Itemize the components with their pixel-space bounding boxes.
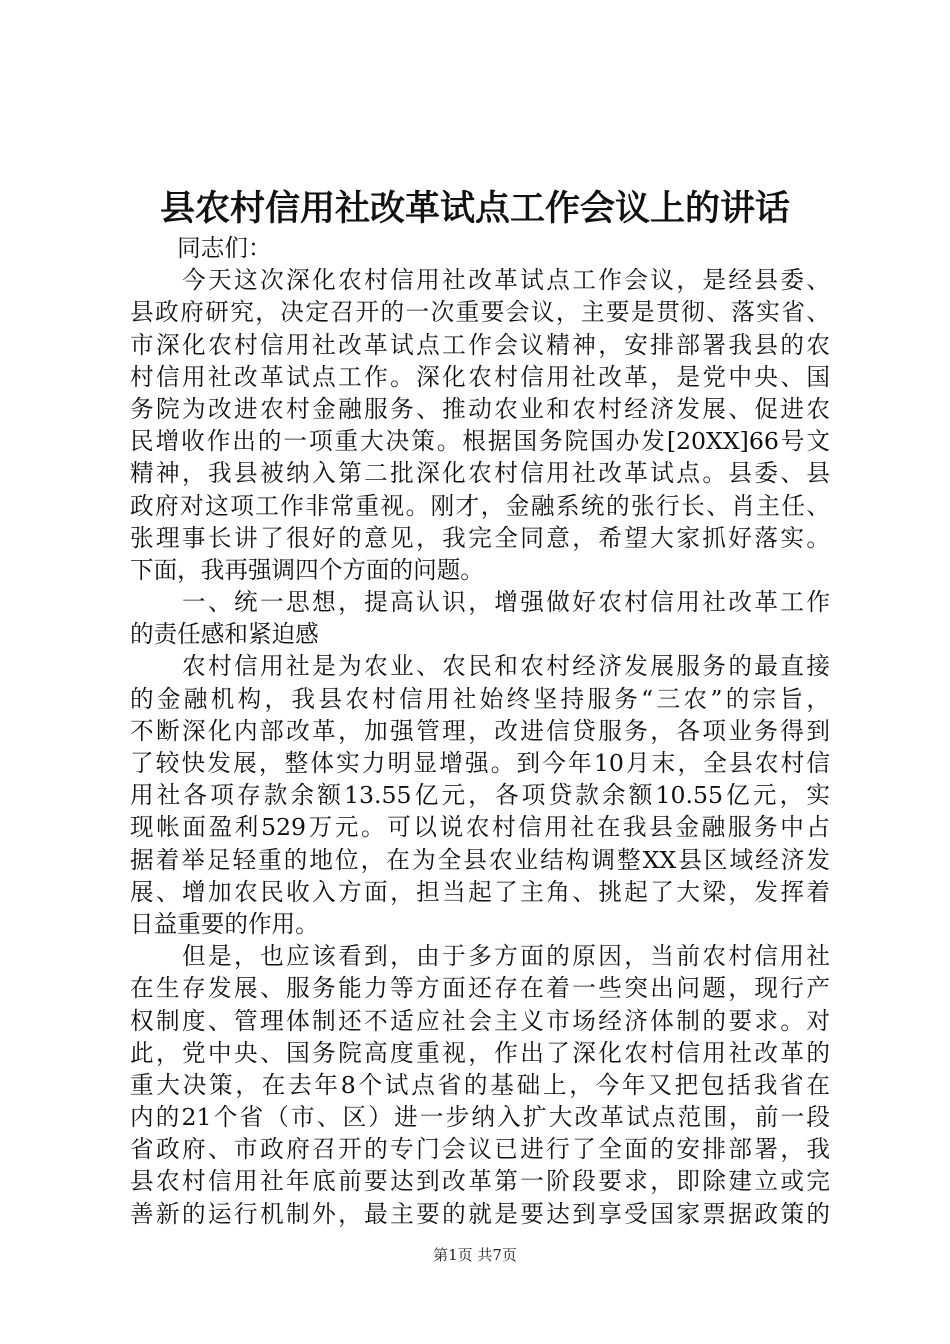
text-line: 村信用社改革试点工作。深化农村信用社改革，是党中央、国: [130, 362, 830, 391]
text-line: 日益重要的作用。: [130, 909, 319, 938]
text-line: 内的21个省（市、区）进一步纳入扩大改革试点范围，前一段: [130, 1103, 830, 1132]
text-line: 下面，我再强调四个方面的问题。: [130, 555, 484, 584]
text-line: 务院为改进农村金融服务、推动农业和农村经济发展、促进农: [130, 394, 830, 423]
text-line: 据着举足轻重的地位，在为全县农业结构调整XX县区域经济发: [130, 845, 830, 874]
text-line: 政府对这项工作非常重视。刚才，金融系统的张行长、肖主任、: [130, 491, 830, 520]
text-line: 现帐面盈利529万元。可以说农村信用社在我县金融服务中占: [130, 813, 830, 842]
text-line: 在生存发展、服务能力等方面还存在着一些突出问题，现行产: [130, 974, 830, 1003]
text-line: 此，党中央、国务院高度重视，作出了深化农村信用社改革的: [130, 1038, 830, 1067]
text-line: 一、统一思想，提高认识，增强做好农村信用社改革工作: [130, 588, 830, 617]
text-line: 了较快发展，整体实力明显增强。到今年10月末，全县农村信: [130, 749, 830, 777]
text-line: 精神，我县被纳入第二批深化农村信用社改革试点。县委、县: [130, 459, 830, 488]
text-line: 民增收作出的一项重大决策。根据国务院国办发[20XX]66号文: [130, 427, 830, 456]
text-line: 张理事长讲了很好的意见，我完全同意，希望大家抓好落实。: [130, 523, 830, 552]
text-line: 的责任感和紧迫感: [130, 620, 319, 649]
text-line: 善新的运行机制外，最主要的就是要达到享受国家票据政策的: [130, 1199, 830, 1228]
text-line: 但是，也应该看到，由于多方面的原因，当前农村信用社: [130, 942, 830, 971]
text-line: 不断深化内部改革，加强管理，改进信贷服务，各项业务得到: [130, 716, 830, 745]
text-line: 县政府研究，决定召开的一次重要会议，主要是贯彻、落实省、: [130, 298, 830, 327]
text-line: 的金融机构，我县农村信用社始终坚持服务“三农”的宗旨，: [130, 684, 830, 713]
text-line: 重大决策，在去年8个试点省的基础上，今年又把包括我省在: [130, 1070, 830, 1099]
text-line: 县农村信用社年底前要达到改革第一阶段要求，即除建立或完: [130, 1167, 830, 1196]
text-line: 同志们：: [130, 234, 272, 262]
page-footer: 第1页 共7页: [433, 1246, 517, 1264]
text-line: 农村信用社是为农业、农民和农村经济发展服务的最直接: [130, 652, 830, 681]
document-body: [130, 232, 830, 1230]
text-line: 展、增加农民收入方面，担当起了主角、挑起了大梁，发挥着: [130, 877, 830, 906]
text-line: 权制度、管理体制还不适应社会主义市场经济体制的要求。对: [130, 1006, 830, 1035]
text-line: 省政府、市政府召开的专门会议已进行了全面的安排部署，我: [130, 1135, 830, 1164]
text-line: 今天这次深化农村信用社改革试点工作会议，是经县委、: [130, 266, 830, 295]
text-line: 市深化农村信用社改革试点工作会议精神，安排部署我县的农: [130, 330, 830, 359]
text-line: 用社各项存款余额13.55亿元，各项贷款余额10.55亿元，实: [130, 781, 830, 810]
document-title: 县农村信用社改革试点工作会议上的讲话: [159, 188, 790, 229]
